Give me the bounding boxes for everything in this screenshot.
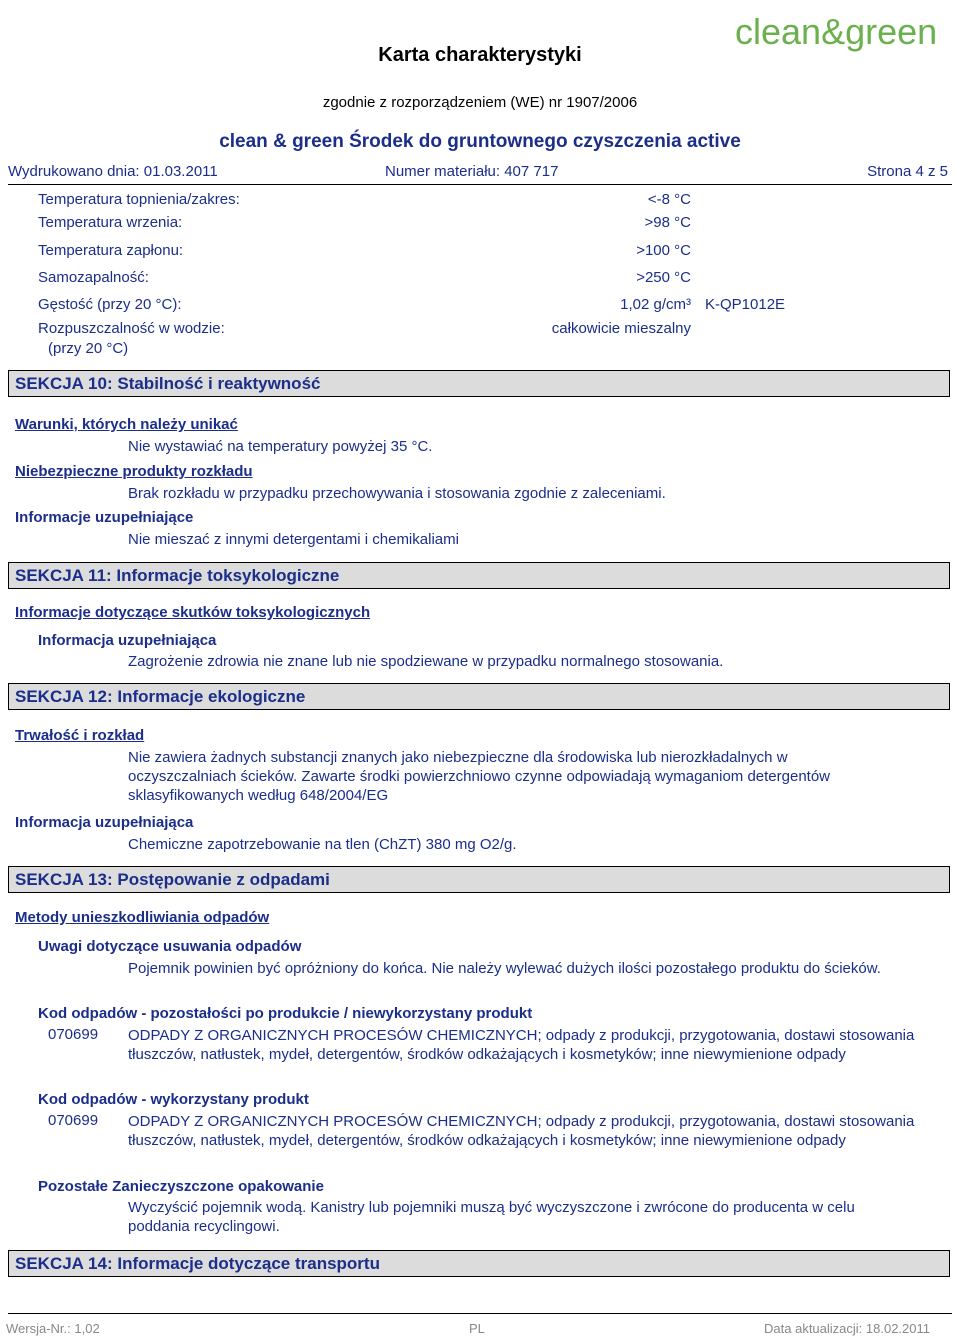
section-title: SEKCJA 12: Informacje ekologiczne: [15, 687, 306, 706]
subheading: Niebezpieczne produkty rozkładu: [15, 463, 253, 480]
subheading: Warunki, których należy unikać: [15, 416, 238, 433]
section-13-header: [8, 866, 950, 893]
property-method: K-QP1012E: [705, 296, 786, 313]
print-date: Wydrukowano dnia: 01.03.2011: [8, 163, 218, 180]
footer-divider: [8, 1313, 952, 1314]
paragraph: Pojemnik powinien być opróżniony do końca. Nie należy wylewać dużych ilości pozostałego produktu do ścieków.: [128, 960, 881, 977]
subheading: Informacja uzupełniająca: [38, 632, 217, 649]
property-value: >100 °C: [636, 242, 691, 259]
subheading: Trwałość i rozkład: [15, 727, 145, 744]
regulation-subtitle: zgodnie z rozporządzeniem (WE) nr 1907/2006: [322, 94, 638, 111]
document-title: Karta charakterystyki: [378, 44, 582, 66]
paragraph: ODPADY Z ORGANICZNYCH PROCESÓW CHEMICZNYCH; odpady z produkcji, przygotowania, dostawi stosowania tłuszczów, natłustek, mydeł, detergentów, środków odkażających i kosmetyków; inne niewymienione odpady: [128, 1113, 915, 1149]
property-label: Temperatura topnienia/zakres:: [38, 191, 240, 208]
property-value: całkowicie mieszalny: [551, 320, 691, 337]
material-number: Numer materiału: 407 717: [385, 163, 559, 180]
paragraph: Nie mieszać z innymi detergentami i chemikaliami: [128, 531, 459, 548]
version-number: Wersja-Nr.: 1,02: [6, 1321, 100, 1336]
section-title: SEKCJA 13: Postępowanie z odpadami: [15, 870, 330, 889]
subheading: Kod odpadów - pozostałości po produkcie / niewykorzystany produkt: [38, 1005, 533, 1022]
subheading: Informacje dotyczące skutków toksykologicznych: [15, 604, 371, 621]
section-10-header: [8, 370, 950, 397]
property-label: Rozpuszczalność w wodzie:: [38, 320, 225, 337]
property-label: Temperatura wrzenia:: [38, 214, 183, 231]
section-title: SEKCJA 11: Informacje toksykologiczne: [15, 566, 340, 585]
subheading: Kod odpadów - wykorzystany produkt: [38, 1091, 309, 1108]
paragraph: Nie zawiera żadnych substancji znanych jako niebezpieczne dla środowiska lub nierozkładalnych w oczyszczalniach ścieków. Zawarte środki powierzchniowo czynne odpowiadają wymaganiom detergentów sklasyfikowanych według 648/2004/EG: [128, 749, 831, 804]
property-note: (przy 20 °C): [48, 340, 129, 357]
section-12-header: [8, 683, 950, 710]
paragraph: Zagrożenie zdrowia nie znane lub nie spodziewane w przypadku normalnego stosowania.: [128, 653, 724, 670]
clean-green-logo: [735, 8, 955, 56]
section-title: SEKCJA 14: Informacje dotyczące transportu: [15, 1254, 380, 1273]
logo-lettering: clean&green: [735, 11, 938, 52]
product-name: clean & green Środek do gruntownego czyszczenia active: [219, 131, 741, 152]
subheading: Informacja uzupełniająca: [15, 814, 194, 831]
property-label: Temperatura zapłonu:: [38, 242, 184, 259]
paragraph: Brak rozkładu w przypadku przechowywania i stosowania zgodnie z zaleceniami.: [128, 485, 666, 502]
subheading: Pozostałe Zanieczyszczone opakowanie: [38, 1178, 324, 1195]
section-11-header: [8, 562, 950, 589]
section-title: SEKCJA 10: Stabilność i reaktywność: [15, 374, 321, 393]
waste-code: 070699: [48, 1112, 99, 1129]
section-14-header: [8, 1250, 950, 1277]
subheading: Informacje uzupełniające: [15, 509, 194, 526]
paragraph: ODPADY Z ORGANICZNYCH PROCESÓW CHEMICZNYCH; odpady z produkcji, przygotowania, dostawi stosowania tłuszczów, natłustek, mydeł, detergentów, środków odkażających i kosmetyków; inne niewymienione odpady: [128, 1027, 915, 1063]
paragraph: Chemiczne zapotrzebowanie na tlen (ChZT) 380 mg O2/g.: [128, 836, 517, 853]
page-number: Strona 4 z 5: [867, 163, 948, 180]
subheading: Uwagi dotyczące usuwania odpadów: [38, 938, 302, 955]
property-label: Samozapalność:: [38, 269, 149, 286]
waste-code: 070699: [48, 1026, 99, 1043]
property-label: Gęstość (przy 20 °C):: [38, 296, 182, 313]
property-value: 1,02 g/cm³: [620, 296, 691, 313]
property-value: <-8 °C: [647, 191, 691, 208]
subheading: Metody unieszkodliwiania odpadów: [15, 909, 270, 926]
property-value: >98 °C: [644, 214, 691, 231]
paragraph: Nie wystawiać na temperatury powyżej 35 °C.: [128, 438, 433, 455]
language-code: PL: [469, 1321, 485, 1336]
paragraph: Wyczyścić pojemnik wodą. Kanistry lub pojemniki muszą być wyczyszczone i zwrócone do producenta w celu poddania recyclingowi.: [128, 1199, 855, 1235]
header-divider: [8, 184, 952, 185]
property-value: >250 °C: [636, 269, 691, 286]
update-date: Data aktualizacji: 18.02.2011: [764, 1321, 930, 1336]
